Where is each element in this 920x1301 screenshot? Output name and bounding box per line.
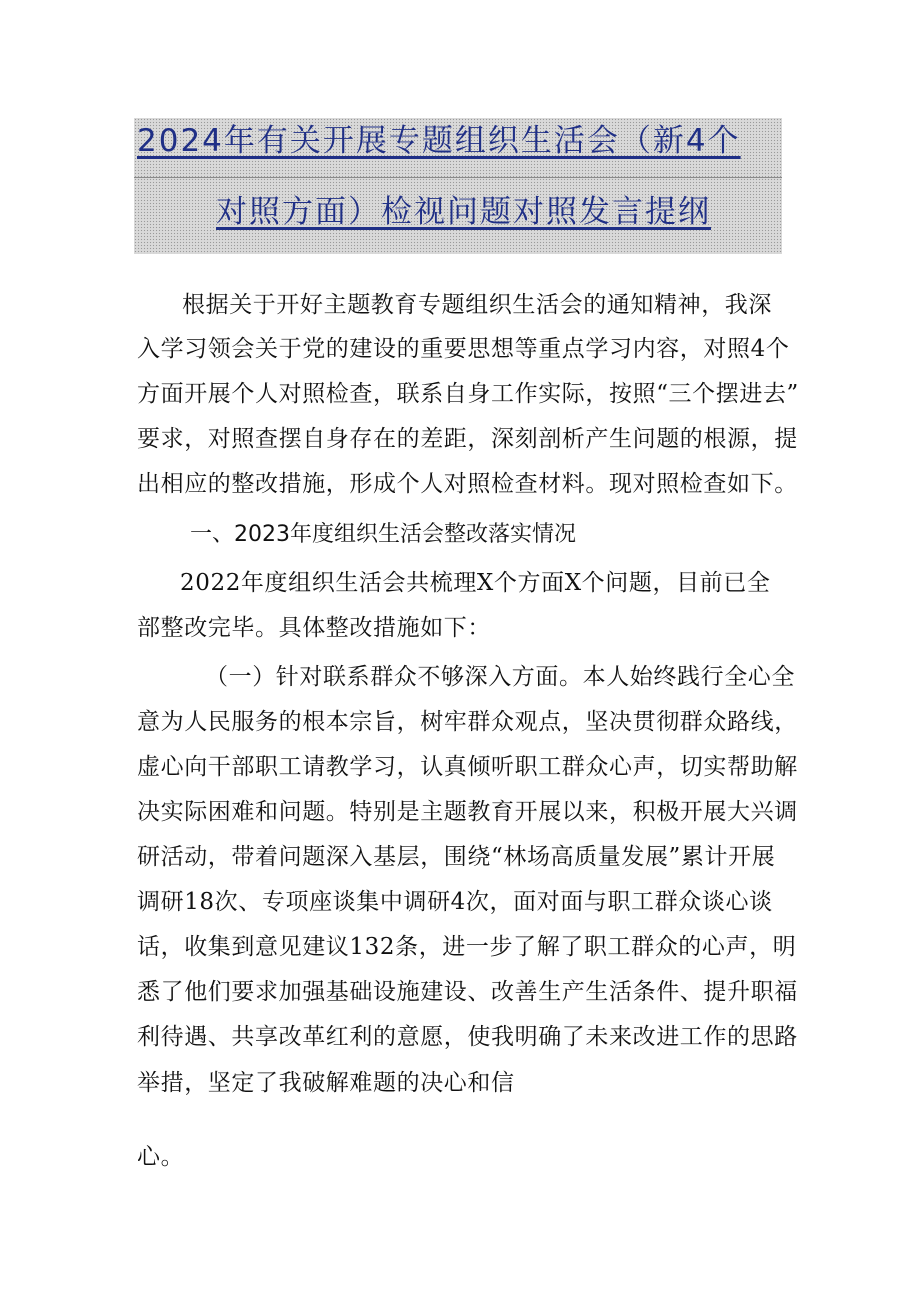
intro-line-4: 要求，对照查摆自身存在的差距，深刻剖析产生问题的根源，提 [137, 426, 798, 452]
item-last-line: 心。 [137, 1144, 185, 1170]
document-title-line-1: 2024年有关开展专题组织生活会（新4个 [137, 123, 741, 159]
item-line-10: 举措，坚定了我破解难题的决心和信 [137, 1070, 515, 1096]
section-para-line-1: 2022年度组织生活会共梳理X个方面X个问题，目前已全 [180, 570, 771, 596]
item-line-7: 话，收集到意见建议132条，进一步了解了职工群众的心声，明 [137, 934, 797, 960]
item-line-5: 研活动，带着问题深入基层，围绕“林场高质量发展”累计开展 [137, 844, 776, 870]
title-divider [134, 177, 782, 178]
item-line-4: 决实际困难和问题。特别是主题教育开展以来，积极开展大兴调 [137, 799, 798, 825]
item-line-8: 悉了他们要求加强基础设施建设、改善生产生活条件、提升职福 [137, 979, 798, 1005]
item-line-9: 利待遇、共享改革红利的意愿，使我明确了未来改进工作的思路 [137, 1024, 798, 1050]
item-line-1: （一）针对联系群众不够深入方面。本人始终践行全心全 [205, 664, 795, 690]
item-line-2: 意为人民服务的根本宗旨，树牢群众观点，坚决贯彻群众路线， [137, 709, 798, 735]
item-line-6: 调研18次、专项座谈集中调研4次，面对面与职工群众谈心谈 [137, 889, 773, 915]
intro-line-2: 入学习领会关于党的建设的重要思想等重点学习内容，对照4个 [137, 336, 790, 362]
intro-line-3: 方面开展个人对照检查，联系自身工作实际，按照“三个摆进去” [137, 381, 799, 407]
item-line-3: 虚心向干部职工请教学习，认真倾听职工群众心声，切实帮助解 [137, 754, 798, 780]
intro-line-5: 出相应的整改措施，形成个人对照检查材料。现对照检查如下。 [137, 471, 798, 497]
section-heading: 一、2023年度组织生活会整改落实情况 [190, 522, 576, 547]
document-title-line-2: 对照方面）检视问题对照发言提纲 [216, 194, 711, 230]
section-para-line-2: 部整改完毕。具体整改措施如下： [137, 615, 491, 641]
intro-line-1: 根据关于开好主题教育专题组织生活会的通知精神，我深 [182, 292, 772, 318]
